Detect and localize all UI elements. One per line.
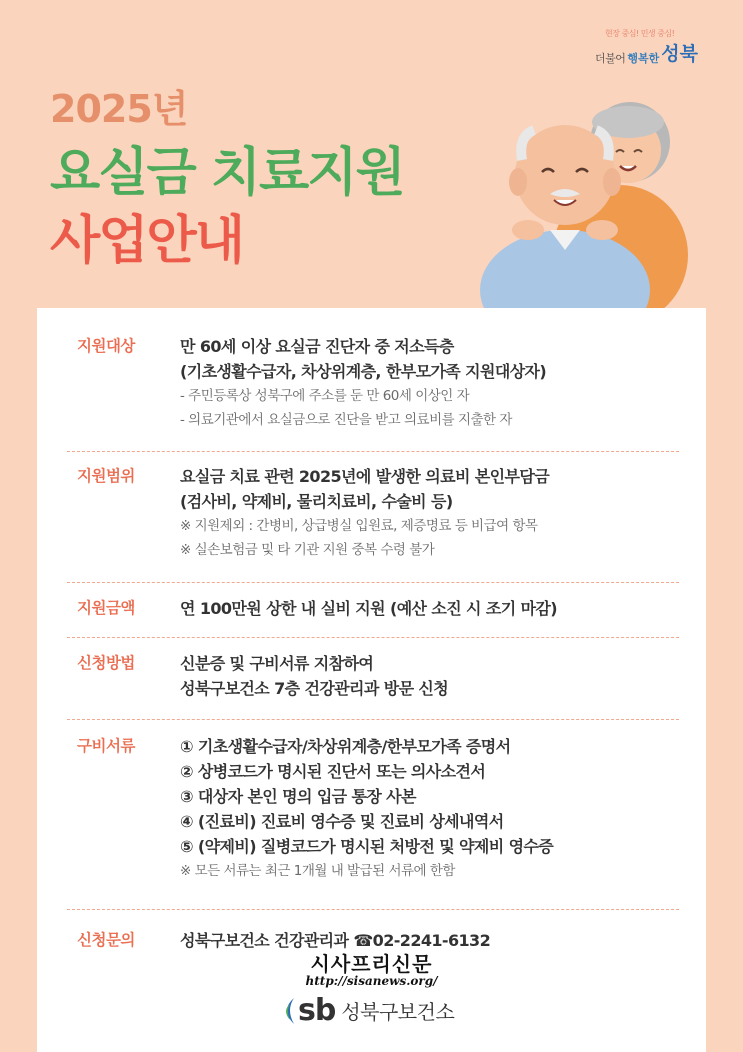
section-text: 만 60세 이상 요실금 진단자 중 저소득층 [180,337,454,356]
dashed-divider [67,451,679,452]
footer-sb: sb [298,993,336,1028]
section-text: 요실금 치료 관련 2025년에 발생한 의료비 본인부담금 [180,467,550,486]
footer-name: 성북구보건소 [341,1000,455,1024]
section-label: 지원대상 [77,337,135,355]
dashed-divider [67,582,679,583]
section-text: ① 기초생활수급자/차상위계층/한부모가족 증명서 [180,737,511,756]
title-year: 2025년 [50,87,188,131]
dashed-divider [67,719,679,720]
section-label: 신청문의 [77,931,135,949]
leaf-icon [280,996,298,1026]
info-card [37,308,706,1052]
watermark-url: http://sisanews.org/ [305,974,438,988]
section-text: 성북구보건소 건강관리과 ☎02-2241-6132 [180,931,491,950]
section-text: ⑤ (약제비) 질병코드가 명시된 처방전 및 약제비 영수증 [180,837,554,856]
section-text: 신분증 및 구비서류 지참하여 [180,654,374,673]
section-note: - 의료기관에서 요실금으로 진단을 받고 의료비를 지출한 자 [180,412,512,428]
section-text: ② 상병코드가 명시된 진단서 또는 의사소견서 [180,762,486,781]
section-note: ※ 지원제외 : 간병비, 상급병실 입원료, 제증명료 등 비급여 항목 [180,518,538,534]
section-text: (기초생활수급자, 차상위계층, 한부모가족 지원대상자) [180,362,547,381]
section-note: ※ 실손보험금 및 타 기관 지원 중복 수령 불가 [180,542,435,558]
watermark-name: 시사프리신문 [310,952,433,976]
section-text: 성북구보건소 7층 건강관리과 방문 신청 [180,679,449,698]
section-text: 연 100만원 상한 내 실비 지원 (예산 소진 시 조기 마감) [180,599,557,618]
dashed-divider [67,637,679,638]
elderly-couple-illustration [470,80,700,312]
seongbuk-slogan-logo [595,28,715,66]
health-center-logo [280,993,454,1028]
section-note: ※ 모든 서류는 최근 1개월 내 발급된 서류에 한함 [180,863,455,879]
section-label: 지원범위 [77,467,135,485]
title-sub: 사업안내 [50,211,243,271]
title-main: 요실금 치료지원 [50,143,404,203]
section-text: (검사비, 약제비, 물리치료비, 수술비 등) [180,492,453,511]
section-label: 신청방법 [77,654,135,672]
slogan-sub1: 더불어 [595,52,626,65]
slogan-big: 성북 [661,43,698,65]
section-label: 지원금액 [77,599,135,617]
section-text: ④ (진료비) 진료비 영수증 및 진료비 상세내역서 [180,812,504,831]
slogan-small: 현장 중심! 민생 중심! [605,29,675,38]
section-note: - 주민등록상 성북구에 주소를 둔 만 60세 이상인 자 [180,388,470,404]
section-text: ③ 대상자 본인 명의 입금 통장 사본 [180,787,416,806]
dashed-divider [67,909,679,910]
section-label: 구비서류 [77,737,135,755]
slogan-sub2: 행복한 [627,52,660,65]
